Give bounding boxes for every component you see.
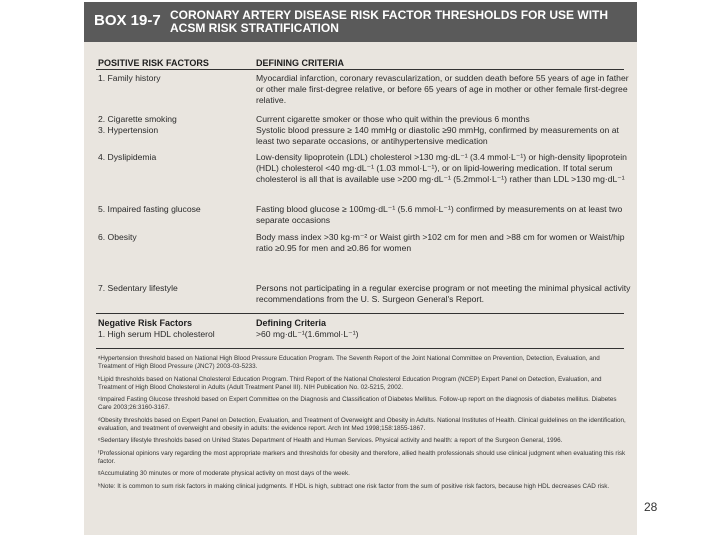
criteria-smoking: Current cigarette smoker or those who quit within the previous 6 months xyxy=(256,114,530,124)
factor-dyslipidemia: 4. Dyslipidemia xyxy=(98,152,157,162)
section-rule xyxy=(96,313,624,314)
criteria-family-history: Myocardial infarction, coronary revascularization, or sudden death before 55 years of age in father or other male first-degree relative, or before 65 years of age in mother or other female first-degree relative. xyxy=(256,73,629,105)
textbook-page xyxy=(84,2,637,535)
criteria-dyslipidemia: Low-density lipoprotein (LDL) cholesterol >130 mg·dL⁻¹ (3.4 mmol·L⁻¹) or high-density lipoprotein (HDL) cholesterol <40 mg·dL⁻¹ (1.03 mmol·L⁻¹), or on lipid-lowering medication. If total serum cholesterol is all that is available use >200 mg·dL⁻¹ (5.2mmol·L⁻¹) rather than LDL >130 mg·dL⁻¹ xyxy=(256,152,627,184)
footnote: ʰNote: It is common to sum risk factors in making clinical judgments. If HDL is high, subtract one risk factor from the sum of positive risk factors, because high HDL decreases CAD risk. xyxy=(98,482,610,490)
factor-smoking: 2. Cigarette smoking xyxy=(98,114,177,124)
factor-impaired-glucose: 5. Impaired fasting glucose xyxy=(98,204,201,214)
factor-sedentary: 7. Sedentary lifestyle xyxy=(98,283,178,293)
positive-criteria-header: DEFINING CRITERIA xyxy=(256,58,345,68)
box-label: BOX 19-7 xyxy=(94,12,161,29)
criteria-impaired-glucose: Fasting blood glucose ≥ 100mg·dL⁻¹ (5.6 mmol·L⁻¹) confirmed by measurements on at least two separate occasions xyxy=(256,204,623,225)
factor-hypertension: 3. Hypertension xyxy=(98,125,159,135)
box-title: CORONARY ARTERY DISEASE RISK FACTOR THRESHOLDS FOR USE WITH ACSM RISK STRATIFICATION xyxy=(170,8,609,35)
criteria-hypertension: Systolic blood pressure ≥ 140 mmHg or diastolic ≥90 mmHg, confirmed by measurements on at least two separate occasions, or antihypertensive medication xyxy=(256,125,619,146)
factor-obesity: 6. Obesity xyxy=(98,232,137,242)
negative-factors-header: Negative Risk Factors xyxy=(98,318,193,328)
box-header xyxy=(84,2,637,42)
notes-rule xyxy=(96,348,624,349)
footnote: ᶜImpaired Fasting Glucose threshold based on Expert Committee on the Diagnosis and Classification of Diabetes Mellitus. Follow-up report on the diagnosis of diabetes mellitus. Diabetes Care 2003;26:3160-3167. xyxy=(98,396,617,412)
negative-criteria-header: Defining Criteria xyxy=(256,318,327,328)
criteria-obesity: Body mass index >30 kg·m⁻² or Waist girth >102 cm for men and >88 cm for women or Waist/hip ratio ≥0.95 for men and ≥0.86 for women xyxy=(256,232,625,253)
footnote: ᵍAccumulating 30 minutes or more of moderate physical activity on most days of the week. xyxy=(98,470,350,478)
header-rule xyxy=(96,69,624,70)
footnote: ᵈObesity thresholds based on Expert Panel on Detection, Evaluation, and Treatment of Overweight and Obesity in Adults. National Institutes of Health. Clinical guidelines on the identification, evaluation, and treatment of overweight and obesity in adults: the evidence report. Arch Int Med 1998;158:1855-1867. xyxy=(98,416,626,433)
footnote: ᵇLipid thresholds based on National Cholesterol Education Program. Third Report of the National Cholesterol Education Program (NCEP) Expert Panel on Detection, Evaluation, and Treatment of High Blood Cholesterol in Adults (Adult Treatment Panel III). NIH Publication No. 02-5215, 2002. xyxy=(98,375,602,391)
footnotes xyxy=(98,355,628,495)
criteria-sedentary: Persons not participating in a regular exercise program or not meeting the minimal physical activity recommendations from the U. S. Surgeon General's Report. xyxy=(256,283,631,304)
criteria-hdl: >60 mg·dL⁻¹(1.6mmol·L⁻¹) xyxy=(256,329,359,339)
factor-hdl: 1. High serum HDL cholesterol xyxy=(98,329,215,339)
footnote: ᵃHypertension threshold based on National High Blood Pressure Education Program. The Seventh Report of the Joint National Committee on Prevention, Detection, Evaluation, and Treatment of High Blood Pressure (JNC7) 2003-03-5233. xyxy=(98,355,600,371)
page-number: 28 xyxy=(644,500,658,514)
footnote: ᶠProfessional opinions vary regarding the most appropriate markers and thresholds for obesity and therefore, allied health professionals should use clinical judgment when evaluating this risk factor. xyxy=(98,449,626,465)
footnote: ᵉSedentary lifestyle thresholds based on United States Department of Health and Human Services. Physical activity and health: a report of the Surgeon General, 1996. xyxy=(98,437,563,445)
factor-family-history: 1. Family history xyxy=(98,73,161,83)
positive-factors-header: POSITIVE RISK FACTORS xyxy=(98,58,209,68)
